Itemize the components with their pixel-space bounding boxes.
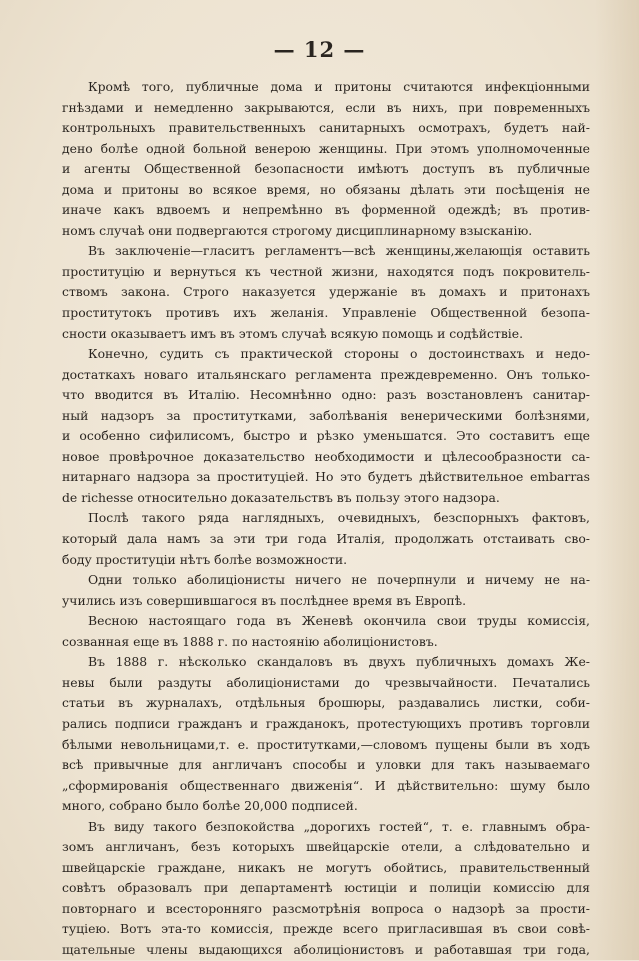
text-line: и особенно сифилисомъ, быстро и рѣзко уменьшатся. Это составитъ еще [62,428,590,444]
text-line: ствомъ закона. Строго наказуется удержаніе въ домахъ и притонахъ [62,284,590,300]
page-number: — 12 — [273,37,366,62]
text-line: гнѣздами и немедленно закрываются, если въ нихъ, при повременныхъ [62,99,590,115]
text-line: который дала намъ за эти три года Италія, продолжать отстаивать сво- [62,531,590,547]
text-line: повторнаго и всесторонняго разсмотрѣнія вопроса о надзорѣ за прости- [62,900,590,916]
text-line: ный надзоръ за проститутками, заболѣванія венерическими болѣзнями, [62,407,590,423]
text-line: Одни только аболиціонисты ничего не почерпнули и ничему не на- [88,572,590,588]
text-line: проституцію и вернуться къ честной жизни, находятся подъ покровитель- [62,263,590,279]
text-line: Кромѣ того, публичные дома и притоны считаются инфекціонными [88,79,590,94]
text-line: номъ случаѣ они подвергаются строгому дисциплинарному взысканію. [62,222,533,238]
page-edge-shading [595,0,639,960]
text-line: Весною настоящаго года въ Женевѣ окончила свои труды комиссія, [88,613,590,629]
text-line: нитарнаго надзора за проституціей. Но это будетъ дѣйствительное embarras [62,469,590,485]
text-line: Въ 1888 г. нѣсколько скандаловъ въ двухъ публичныхъ домахъ Же- [88,654,590,670]
text-line: Въ заключеніе—гласитъ регламентъ—всѣ женщины,желающія оставить [88,243,590,259]
text-line: сности оказываетъ имъ въ этомъ случаѣ всякую помощь и содѣйствіе. [62,325,524,341]
text-line: совѣтъ образовалъ при департаментѣ юстиціи и полиціи комиссію для [62,880,590,896]
text-line: de richesse относительно доказательствъ въ пользу этого надзора. [62,489,500,505]
text-line: туціею. Вотъ эта-то комиссія, прежде всего пригласившая въ свои совѣ- [62,921,590,937]
text-line: дома и притоны во всякое время, но обязаны дѣлать эти посѣщенія не [62,181,590,197]
text-line: контрольныхъ правительственныхъ санитарныхъ осмотрахъ, будетъ най- [62,120,590,136]
text-line: Въ виду такого безпокойства „дорогихъ гостей“, т. е. главнымъ обра- [88,818,590,834]
text-line: новое провѣрочное доказательство необходимости и цѣлесообразности са- [62,448,590,464]
text-line: щательные члены выдающихся аболиціонистовъ и работавшая три года, [62,941,590,957]
text-line: невы были раздуты аболиціонистами до чрезвычайности. Печатались [62,674,590,690]
text-line: статьи въ журналахъ, отдѣльныя брошюры, раздавались листки, соби- [62,695,590,711]
text-line: боду проституціи нѣтъ болѣе возможности. [62,551,348,567]
body-text [62,77,590,961]
text-line: много, собрано было болѣе 20,000 подписей. [62,798,358,814]
text-line: дено болѣе одной больной венерою женщины. При этомъ уполномоченные [62,140,590,156]
text-line: что вводится въ Италію. Несомнѣнно одно: разъ возстановленъ санитар- [62,387,590,403]
text-line: зомъ англичанъ, безъ которыхъ швейцарскіе отели, а слѣдовательно и [62,839,590,855]
text-line: всѣ привычные для англичанъ способы и уловки для такъ называемаго [62,757,590,773]
text-line: достаткахъ новаго итальянскаго регламента преждевременно. Онъ только- [62,366,590,382]
text-line: Конечно, судить съ практической стороны о достоинствахъ и недо- [88,346,590,362]
text-line: „сформированія общественнаго движенія“. И дѣйствительно: шуму было [62,777,590,793]
text-line: созванная еще въ 1888 г. по настоянію аболиціонистовъ. [62,633,438,649]
text-line: рались подписи гражданъ и гражданокъ, протестующихъ противъ торговли [62,715,590,731]
text-line: проститутокъ противъ ихъ желанія. Управленіе Общественной безопа- [62,305,590,321]
text-line: швейцарскіе граждане, никакъ не могутъ обойтись, правительственный [62,859,590,875]
text-line: и агенты Общественной безопасности имѣютъ доступъ въ публичные [62,161,590,177]
text-line: иначе какъ вдвоемъ и непремѣнно въ форменной одеждѣ; въ против- [62,202,590,218]
text-line: бѣлыми невольницами,т. е. проститутками,—словомъ пущены были въ ходъ [62,736,590,752]
text-line: Послѣ такого ряда наглядныхъ, очевидныхъ, безспорныхъ фактовъ, [88,510,590,526]
text-line: учились изъ совершившагося въ послѣднее время въ Европѣ. [62,592,467,608]
